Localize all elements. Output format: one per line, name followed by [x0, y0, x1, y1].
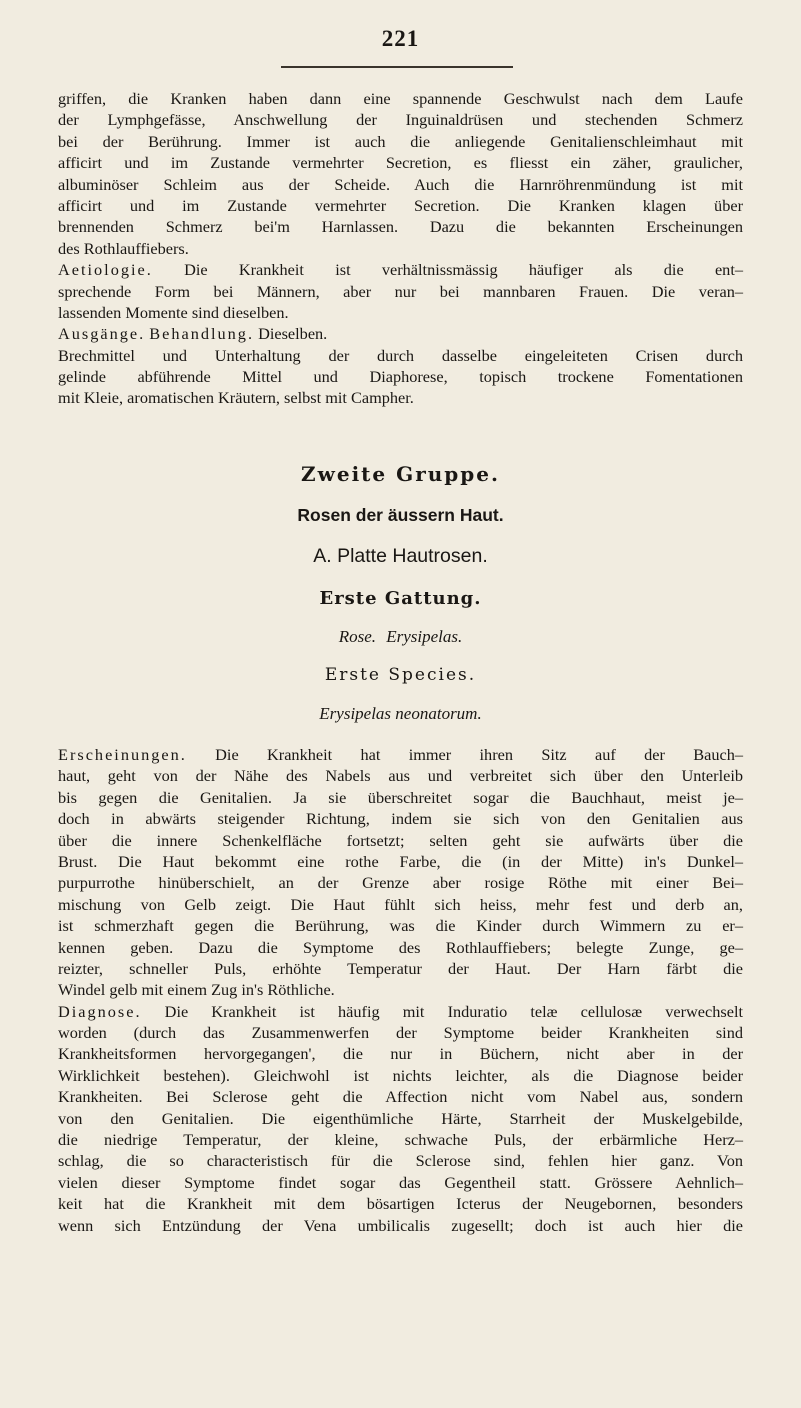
heading-gruppe: Zweite Gruppe.	[301, 462, 500, 486]
text-line: doch in abwärts steigender Richtung, indem sie sich von den Genitalien aus	[58, 809, 743, 829]
text-line: schlag, die so characteristisch für die Sclerose sind, fehlen hier ganz. Von	[58, 1151, 743, 1171]
diagnose-text: Die Krankheit ist häufig mit Induratio telæ cellulosæ verwechselt	[141, 1001, 743, 1021]
erscheinungen-text: Die Krankheit hat immer ihren Sitz auf der Bauch–	[186, 745, 743, 764]
text-line: mischung von Gelb zeigt. Die Haut fühlt sich heiss, mehr fest und derb an,	[58, 894, 743, 914]
ausgaenge-text: Dieselben.	[254, 324, 328, 344]
text-line: sprechende Form bei Männern, aber nur bei mannbaren Frauen. Die veran–	[58, 281, 743, 301]
text-line: des Rothlauffiebers.	[58, 238, 189, 258]
text-line: worden (durch das Zusammenwerfen der Symptome beider Krankheiten sind	[58, 1023, 743, 1043]
text-line: kennen geben. Dazu die Symptome des Rothlauffiebers; belegte Zunge, ge–	[58, 937, 743, 957]
text-line: über die innere Schenkelfläche fortsetzt; selten geht sie aufwärts über die	[58, 830, 743, 850]
ausgaenge-line	[58, 323, 743, 344]
text-line: afficirt und im Zustande vermehrter Secretion, es fliesst ein zäher, graulicher,	[58, 153, 743, 173]
text-line: reizter, schneller Puls, erhöhte Temperatur der Haut. Der Harn färbt die	[58, 958, 743, 978]
text-line: keit hat die Krankheit mit dem bösartigen Icterus der Neugebornen, besonders	[58, 1194, 743, 1214]
text-line: ist schmerzhaft gegen die Berührung, was die Kinder durch Wimmern zu er–	[58, 916, 743, 936]
aetiologie-text: Die Krankheit ist verhältnissmässig häufiger als die ent–	[152, 260, 743, 280]
text-line: Windel gelb mit einem Zug in's Röthliche.	[58, 980, 335, 1000]
text-line: mit Kleie, aromatischen Kräutern, selbst mit Campher.	[58, 388, 414, 408]
heading-gattung: Erste Gattung.	[319, 588, 482, 609]
text-line: wenn sich Entzündung der Vena umbilicalis zugesellt; doch ist auch hier die	[58, 1215, 743, 1235]
text-line: bis gegen die Genitalien. Ja sie überschreitet sogar die Bauchhaut, meist je–	[58, 787, 743, 807]
text-line: afficirt und im Zustande vermehrter Secretion. Die Kranken klagen über	[58, 195, 743, 215]
ausgaenge-label: Ausgänge.	[58, 324, 146, 344]
text-line: haut, geht von der Nähe des Nabels aus und verbreitet sich über den Unterleib	[58, 766, 743, 786]
text-line: griffen, die Kranken haben dann eine spannende Geschwulst nach dem Laufe	[58, 89, 743, 108]
page-number: 221	[381, 26, 420, 51]
erscheinungen-line	[58, 744, 743, 765]
text-line: von den Genitalien. Die eigenthümliche Härte, Starrheit der Muskelgebilde,	[58, 1108, 743, 1128]
diagnose-line	[58, 1001, 743, 1022]
text-line: gelinde abführende Mittel und Diaphorese, topisch trockene Fomentationen	[58, 367, 743, 387]
diagnose-label: Diagnose.	[58, 1001, 142, 1021]
behandlung-label: Behandlung.	[149, 324, 255, 344]
header-rule	[281, 66, 513, 68]
text-line: vielen dieser Symptome findet sogar das Gegentheil statt. Grössere Aehnlich–	[58, 1172, 743, 1192]
heading-platte: A. Platte Hautrosen.	[313, 545, 488, 567]
erscheinungen-paragraph	[58, 744, 743, 1236]
text-line: Krankheiten. Bei Sclerose geht die Affection nicht vom Nabel aus, sondern	[58, 1087, 743, 1107]
heading-rose: Rose. Erysipelas.	[338, 627, 463, 646]
erscheinungen-label: Erscheinungen.	[58, 745, 187, 764]
top-paragraph	[58, 88, 743, 409]
text-line: albuminöser Schleim aus der Scheide. Auch die Harnröhrenmündung ist mit	[58, 174, 743, 194]
heading-neonatorum: Erysipelas neonatorum.	[319, 704, 482, 723]
text-line: purpurrothe hinüberschielt, an der Grenze aber rosige Röthe mit einer Bei–	[58, 873, 743, 893]
aetiologie-label: Aetiologie.	[58, 260, 153, 280]
heading-species: Erste Species.	[324, 665, 477, 685]
text-line: der Lymphgefässe, Anschwellung der Inguinaldrüsen und stechenden Schmerz	[58, 110, 743, 130]
text-line: lassenden Momente sind dieselben.	[58, 302, 289, 322]
aetiologie-line	[58, 259, 743, 280]
text-line: Brechmittel und Unterhaltung der durch dasselbe eingeleiteten Crisen durch	[58, 345, 743, 365]
text-line: brennenden Schmerz bei'm Harnlassen. Dazu die bekannten Erscheinungen	[58, 217, 743, 237]
text-line: Krankheitsformen hervorgegangen', die nur in Büchern, nicht aber in der	[58, 1044, 743, 1064]
heading-rosen: Rosen der äussern Haut.	[297, 505, 504, 525]
text-line: Brust. Die Haut bekommt eine rothe Farbe, die (in der Mitte) in's Dunkel–	[58, 851, 743, 871]
text-line: die niedrige Temperatur, der kleine, schwache Puls, der erbärmliche Herz–	[58, 1130, 743, 1150]
text-line: Wirklichkeit bestehen). Gleichwohl ist nichts leichter, als die Diagnose beider	[58, 1065, 743, 1085]
text-line: bei der Berührung. Immer ist auch die anliegende Genitalienschleimhaut mit	[58, 131, 743, 151]
